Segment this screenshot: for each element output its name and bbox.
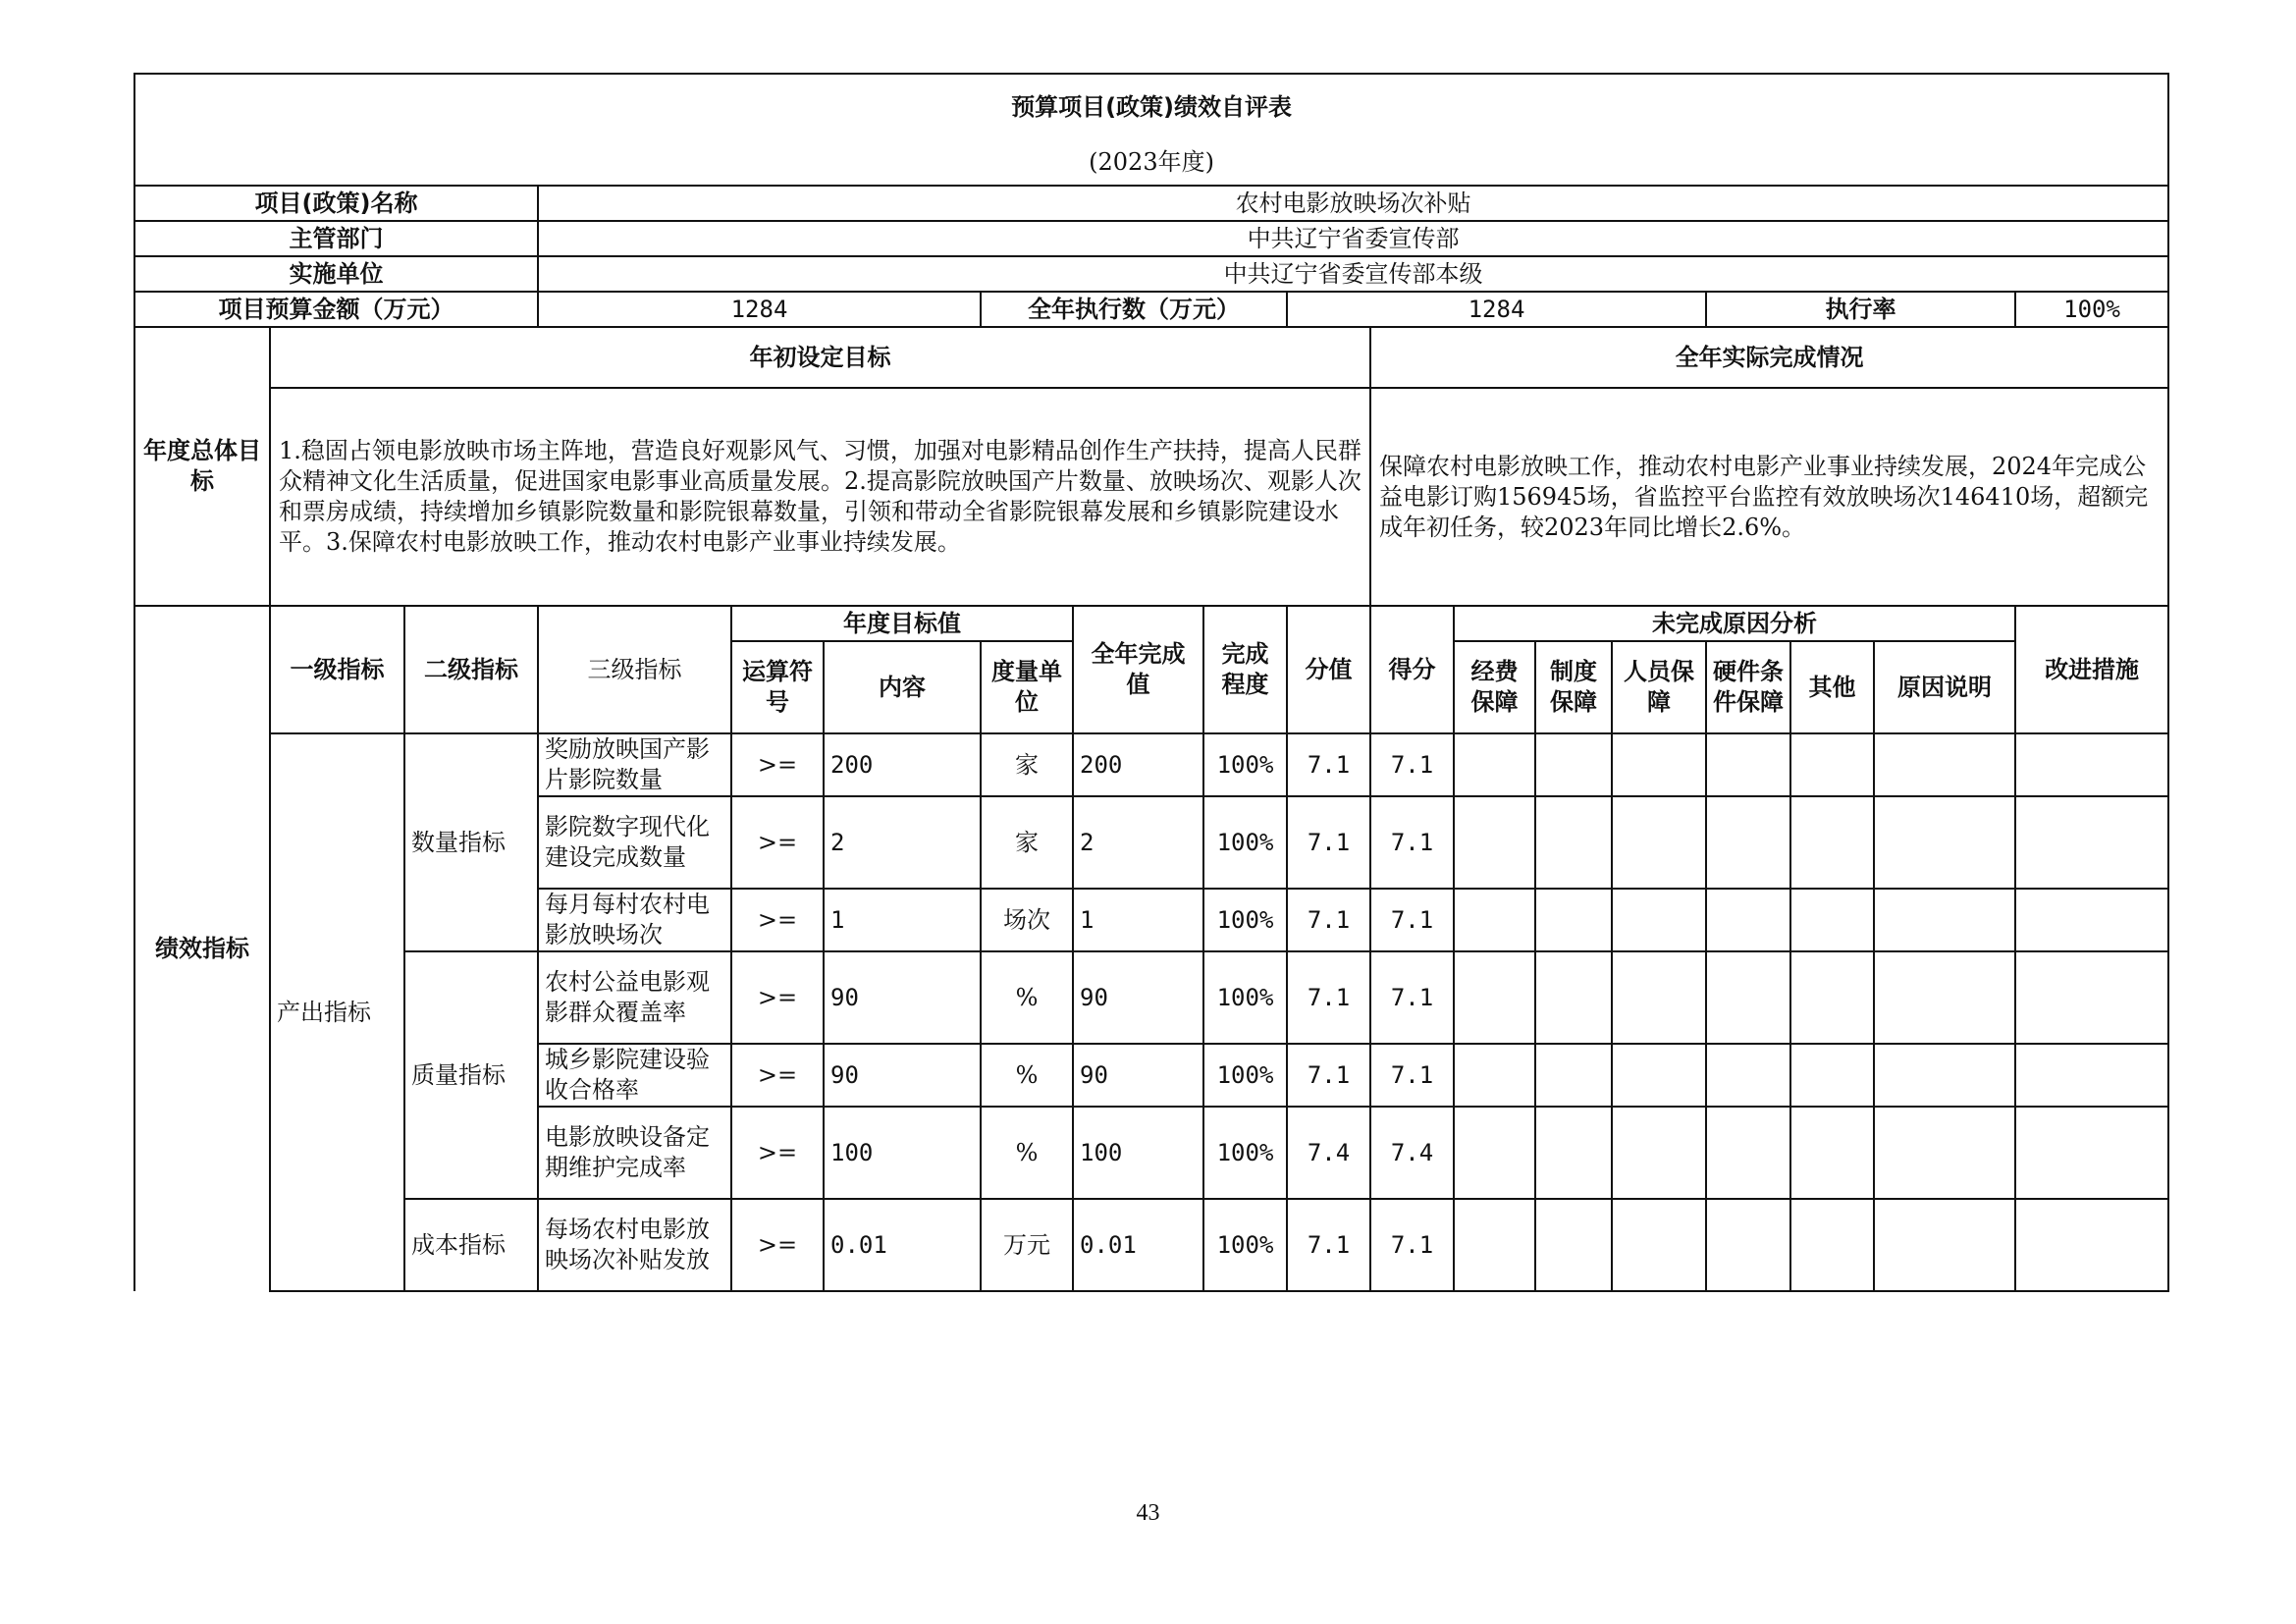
col-reason-group: 未完成原因分析 [1454, 606, 2015, 641]
indicator-name: 城乡影院建设验收合格率 [538, 1044, 731, 1107]
indicator-actual: 0.01 [1073, 1199, 1203, 1291]
indicator-completion: 100% [1203, 1044, 1287, 1107]
indicator-content: 2 [824, 796, 981, 889]
col-other: 其他 [1790, 641, 1874, 733]
indicator-score: 7.1 [1287, 796, 1370, 889]
col-staff: 人员保障 [1612, 641, 1706, 733]
indicator-actual: 100 [1073, 1107, 1203, 1199]
indicator-content: 200 [824, 733, 981, 796]
table-row [134, 733, 2168, 796]
indicator-actual: 90 [1073, 951, 1203, 1044]
budget-label: 项目预算金额（万元） [134, 292, 538, 327]
col-explanation: 原因说明 [1874, 641, 2015, 733]
col-actual: 全年完成值 [1073, 606, 1203, 733]
executed-value: 1284 [1287, 292, 1706, 327]
indicator-content: 0.01 [824, 1199, 981, 1291]
table-row [134, 951, 2168, 1044]
indicator-got: 7.1 [1370, 733, 1454, 796]
indicator-score: 7.1 [1287, 1199, 1370, 1291]
indicator-unit: % [981, 1044, 1073, 1107]
table-row [134, 1199, 2168, 1291]
indicator-unit: % [981, 951, 1073, 1044]
indicator-actual: 90 [1073, 1044, 1203, 1107]
indicator-name: 影院数字现代化建设完成数量 [538, 796, 731, 889]
indicator-operator: >= [731, 889, 824, 951]
indicator-got: 7.1 [1370, 889, 1454, 951]
col-score: 分值 [1287, 606, 1370, 733]
col-unit: 度量单位 [981, 641, 1073, 733]
performance-table-sheet [133, 73, 2167, 1300]
actual-completion-header: 全年实际完成情况 [1370, 327, 2168, 388]
col-content: 内容 [824, 641, 981, 733]
indicator-unit: 场次 [981, 889, 1073, 951]
indicator-got: 7.1 [1370, 951, 1454, 1044]
year-subtitle: (2023年度) [134, 139, 2168, 186]
indicator-got: 7.4 [1370, 1107, 1454, 1199]
indicator-content: 90 [824, 1044, 981, 1107]
indicator-unit: 家 [981, 796, 1073, 889]
performance-table [133, 73, 2169, 1292]
indicator-operator: >= [731, 796, 824, 889]
indicator-score: 7.1 [1287, 733, 1370, 796]
group-cost: 成本指标 [404, 1199, 538, 1291]
unit-value: 中共辽宁省委宣传部本级 [538, 256, 2168, 292]
col-level2: 二级指标 [404, 606, 538, 733]
indicator-got: 7.1 [1370, 1044, 1454, 1107]
col-got: 得分 [1370, 606, 1454, 733]
page-number: 43 [1136, 1500, 1160, 1526]
col-operator: 运算符号 [731, 641, 824, 733]
dept-label: 主管部门 [134, 221, 538, 256]
col-improve: 改进措施 [2015, 606, 2168, 733]
indicator-score: 7.4 [1287, 1107, 1370, 1199]
col-completion: 完成程度 [1203, 606, 1287, 733]
indicator-got: 7.1 [1370, 796, 1454, 889]
indicator-content: 90 [824, 951, 981, 1044]
dept-value: 中共辽宁省委宣传部 [538, 221, 2168, 256]
indicator-got: 7.1 [1370, 1199, 1454, 1291]
indicator-completion: 100% [1203, 1199, 1287, 1291]
indicator-completion: 100% [1203, 733, 1287, 796]
indicator-completion: 100% [1203, 796, 1287, 889]
indicator-completion: 100% [1203, 951, 1287, 1044]
indicator-name: 每月每村农村电影放映场次 [538, 889, 731, 951]
project-name-value: 农村电影放映场次补贴 [538, 186, 2168, 221]
indicator-name: 奖励放映国产影片影院数量 [538, 733, 731, 796]
indicator-score: 7.1 [1287, 1044, 1370, 1107]
col-funding: 经费保障 [1454, 641, 1535, 733]
indicator-operator: >= [731, 733, 824, 796]
group-quantity: 数量指标 [404, 733, 538, 951]
planned-goal-text: 1.稳固占领电影放映市场主阵地，营造良好观影风气、习惯，加强对电影精品创作生产扶持，提高人民群众精神文化生活质量，促进国家电影事业高质量发展。2.提高影院放映国产片数量、放映场次、观影人次和票房成绩，持续增加乡镇影院数量和影院银幕数量，引领和带动全省影院银幕发展和乡镇影院建设水平。3.保障农村电影放映工作，推动农村电影产业事业持续发展。 [270, 388, 1370, 606]
rate-value: 100% [2015, 292, 2168, 327]
indicator-completion: 100% [1203, 1107, 1287, 1199]
budget-value: 1284 [538, 292, 981, 327]
indicator-unit: % [981, 1107, 1073, 1199]
indicator-content: 1 [824, 889, 981, 951]
indicator-actual: 1 [1073, 889, 1203, 951]
indicator-score: 7.1 [1287, 951, 1370, 1044]
level1-output: 产出指标 [270, 733, 404, 1291]
indicator-operator: >= [731, 1044, 824, 1107]
page-title: 预算项目(政策)绩效自评表 [134, 74, 2168, 139]
planned-goal-header: 年初设定目标 [270, 327, 1370, 388]
col-hardware: 硬件条件保障 [1706, 641, 1790, 733]
indicator-name: 每场农村电影放映场次补贴发放 [538, 1199, 731, 1291]
annual-goal-label: 年度总体目标 [134, 327, 270, 606]
executed-label: 全年执行数（万元） [981, 292, 1287, 327]
col-level3: 三级指标 [538, 606, 731, 733]
indicator-operator: >= [731, 1107, 824, 1199]
project-name-label: 项目(政策)名称 [134, 186, 538, 221]
performance-indicator-label: 绩效指标 [134, 606, 270, 1291]
indicator-name: 电影放映设备定期维护完成率 [538, 1107, 731, 1199]
actual-completion-text: 保障农村电影放映工作，推动农村电影产业事业持续发展，2024年完成公益电影订购156945场，省监控平台监控有效放映场次146410场，超额完成年初任务，较2023年同比增长2.6%。 [1370, 388, 2168, 606]
indicator-name: 农村公益电影观影群众覆盖率 [538, 951, 731, 1044]
rate-label: 执行率 [1706, 292, 2015, 327]
group-quality: 质量指标 [404, 951, 538, 1199]
indicator-actual: 200 [1073, 733, 1203, 796]
indicator-score: 7.1 [1287, 889, 1370, 951]
col-target-group: 年度目标值 [731, 606, 1073, 641]
unit-label: 实施单位 [134, 256, 538, 292]
indicator-content: 100 [824, 1107, 981, 1199]
indicator-completion: 100% [1203, 889, 1287, 951]
col-system: 制度保障 [1535, 641, 1612, 733]
indicator-unit: 万元 [981, 1199, 1073, 1291]
indicator-actual: 2 [1073, 796, 1203, 889]
col-level1: 一级指标 [270, 606, 404, 733]
indicator-operator: >= [731, 951, 824, 1044]
indicator-unit: 家 [981, 733, 1073, 796]
indicator-operator: >= [731, 1199, 824, 1291]
